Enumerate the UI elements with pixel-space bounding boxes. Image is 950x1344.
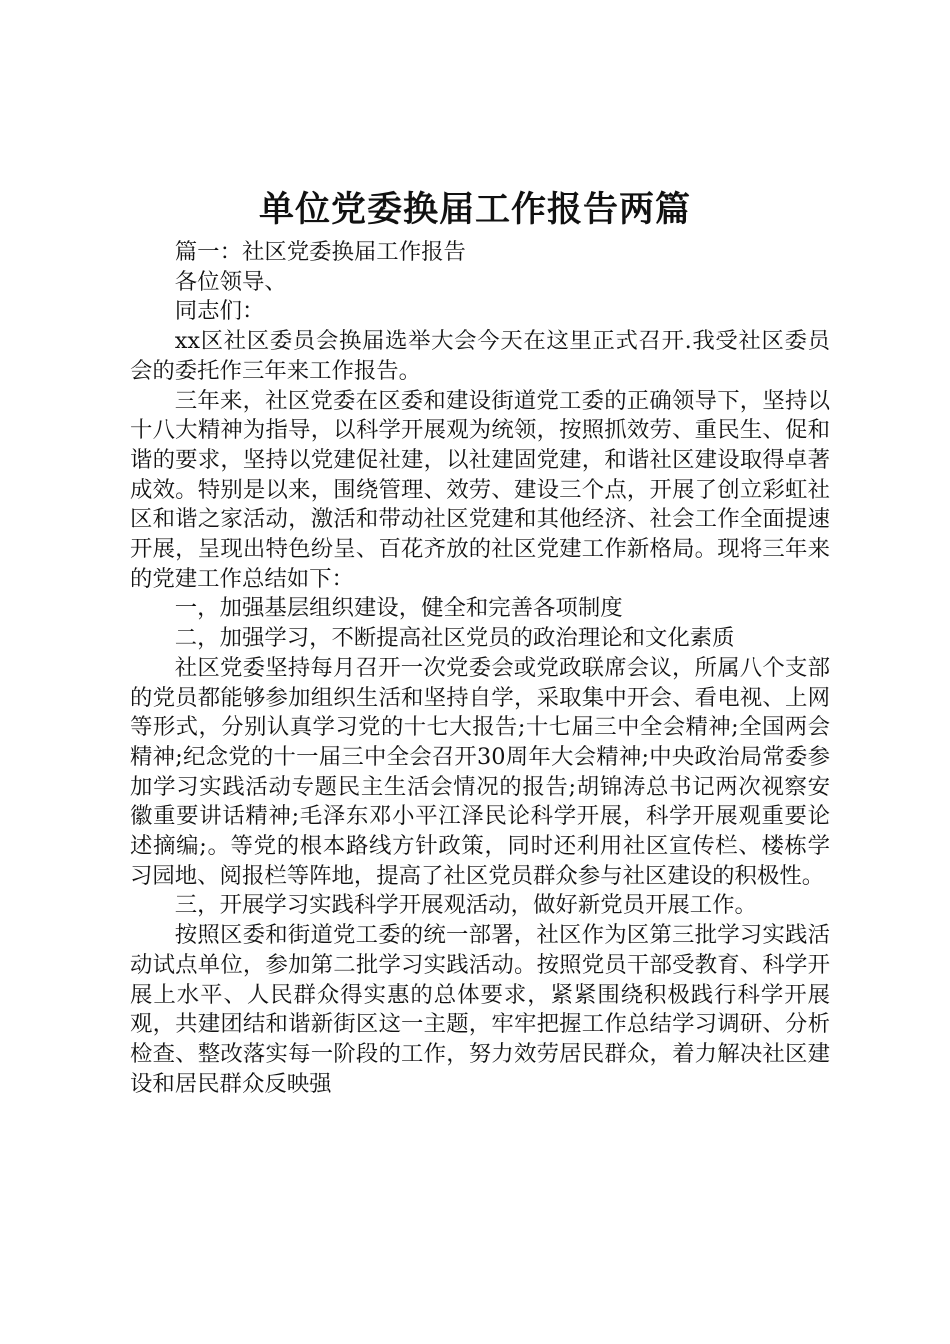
paragraph: 一，加强基层组织建设，健全和完善各项制度 <box>174 595 623 622</box>
paragraph: 篇一：社区党委换届工作报告 <box>174 239 466 265</box>
paragraph: 二，加强学习，不断提高社区党员的政治理论和文化素质 <box>174 625 735 652</box>
paragraph: 社区党委坚持每月召开一次党委会或党政联席会议，所属八个支部的党员都能够参加组织生活和坚持自学，采取集中开会、看电视、上网等形式，分别认真学习党的十七大报告;十七届三中全会精神;全国两会精神;纪念党的十一届三中全会召开30周年大会精神;中央政治局常委参加学习实践活动专题民主生活会情况的报告;胡锦涛总书记两次视察安徽重要讲话精神;毛泽东邓小平江泽民论科学开展，科学开展观重要论述摘编;。等党的根本路线方针政策，同时还利用社区宣传栏、楼栋学习园地、阅报栏等阵地，提高了社区党员群众参与社区建设的积极性。 <box>130 654 830 889</box>
document-body <box>130 238 830 1099</box>
document-title: 单位党委换届工作报告两篇 <box>258 189 691 230</box>
paragraph: xx区社区委员会换届选举大会今天在这里正式召开.我受社区委员会的委托作三年来工作报告。 <box>130 328 830 384</box>
paragraph: 三，开展学习实践科学开展观活动，做好新党员开展工作。 <box>174 892 757 919</box>
paragraph: 三年来，社区党委在区委和建设街道党工委的正确领导下，坚持以十八大精神为指导，以科学开展观为统领，按照抓效劳、重民生、促和谐的要求，坚持以党建促社建，以社建固党建，和谐社区建设取得卓著成效。特别是以来，围绕管理、效劳、建设三个点，开展了创立彩虹社区和谐之家活动，激活和带动社区党建和其他经济、社会工作全面提速开展，呈现出特色纷呈、百花齐放的社区党建工作新格局。现将三年来的党建工作总结如下： <box>130 387 830 592</box>
paragraph: 各位领导、 <box>174 268 287 295</box>
paragraph: 同志们： <box>174 298 265 325</box>
paragraph: 按照区委和街道党工委的统一部署，社区作为区第三批学习实践活动试点单位，参加第二批学习实践活动。按照党员干部受教育、科学开展上水平、人民群众得实惠的总体要求，紧紧围绕积极践行科学开展观，共建团结和谐新街区这一主题，牢牢把握工作总结学习调研、分析检查、整改落实每一阶段的工作，努力效劳居民群众，着力解决社区建设和居民群众反映强 <box>130 922 830 1097</box>
